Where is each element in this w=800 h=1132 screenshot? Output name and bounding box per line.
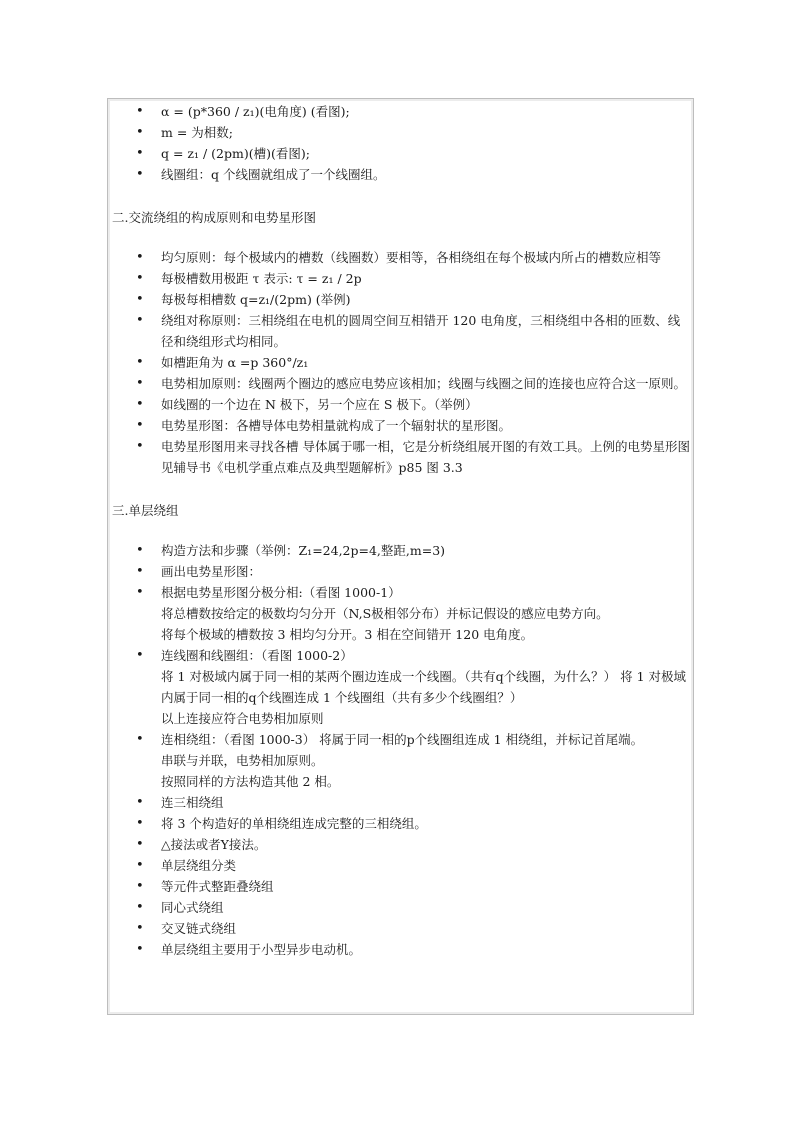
list-item: • 等元件式整距叠绕组 xyxy=(110,876,690,897)
list-item: • 交叉链式绕组 xyxy=(110,918,690,939)
list-item: • △接法或者Y接法。 xyxy=(110,834,690,855)
list-item: • 将 3 个构造好的单相绕组连成完整的三相绕组。 xyxy=(110,813,690,834)
list-item: • q = z₁ / (2pm)(槽)(看图); xyxy=(110,143,690,164)
list-item: • 单层绕组主要用于小型异步电动机。 xyxy=(110,939,690,960)
list-item: • 构造方法和步骤（举例：Z₁=24,2p=4,整距,m=3) xyxy=(110,540,690,561)
section-heading: 二.交流绕组的构成原则和电势星形图 xyxy=(112,210,316,225)
section-2-list xyxy=(110,247,690,478)
list-item: • 连相绕组：（看图 1000-3） 将属于同一相的p个线圈组连成 1 相绕组，并标记首尾端。 串联与并联，电势相加原则。 按照同样的方法构造其他 2 相。 xyxy=(110,729,690,792)
list-item: • 电势星形图：各槽导体电势相量就构成了一个辐射状的星形图。 xyxy=(110,415,690,436)
list-item: • 每极每相槽数 q=z₁/(2pm) (举例) xyxy=(110,289,690,310)
list-item: • 每极槽数用极距 τ 表示: τ = z₁ / 2p xyxy=(110,268,690,289)
list-item: • 连三相绕组 xyxy=(110,792,690,813)
section-heading: 三.单层绕组 xyxy=(112,503,179,518)
list-item: • 同心式绕组 xyxy=(110,897,690,918)
list-item: • m = 为相数; xyxy=(110,122,690,143)
section-1-list xyxy=(110,101,690,185)
list-item: • 线圈组：q 个线圈就组成了一个线圈组。 xyxy=(110,164,690,185)
list-item: • 电势相加原则：线圈两个圈边的感应电势应该相加；线圈与线圈之间的连接也应符合这一原则。 xyxy=(110,373,690,394)
list-item: • 绕组对称原则：三相绕组在电机的圆周空间互相错开 120 电角度，三相绕组中各相的匝数、线径和绕组形式均相同。 xyxy=(110,310,690,352)
list-item: • 根据电势星形图分极分相:（看图 1000-1） 将总槽数按给定的极数均匀分开（N,S极相邻分布）并标记假设的感应电势方向。 将每个极域的槽数按 3 相均匀分开。3 相在空间错开 120 电角度。 xyxy=(110,582,690,645)
list-item: • 单层绕组分类 xyxy=(110,855,690,876)
list-item: • 画出电势星形图： xyxy=(110,561,690,582)
list-item: • 如线圈的一个边在 N 极下，另一个应在 S 极下。（举例） xyxy=(110,394,690,415)
list-item: • 电势星形图用来寻找各槽 导体属于哪一相，它是分析绕组展开图的有效工具。上例的电势星形图见辅导书《电机学重点难点及典型题解析》p85 图 3.3 xyxy=(110,436,690,478)
list-item: • 如槽距角为 α =p 360°/z₁ xyxy=(110,352,690,373)
list-item: • α = (p*360 / z₁)(电角度) (看图); xyxy=(110,101,690,122)
document-body xyxy=(110,100,690,960)
section-3-list xyxy=(110,540,690,960)
list-item: • 均匀原则：每个极域内的槽数（线圈数）要相等，各相绕组在每个极域内所占的槽数应相等 xyxy=(110,247,690,268)
list-item: • 连线圈和线圈组：（看图 1000-2） 将 1 对极域内属于同一相的某两个圈边连成一个线圈。（共有q个线圈，为什么？） 将 1 对极域内属于同一相的q个线圈连成 1 个线圈组（共有多少个线圈组？） 以上连接应符合电势相加原则 xyxy=(110,645,690,729)
